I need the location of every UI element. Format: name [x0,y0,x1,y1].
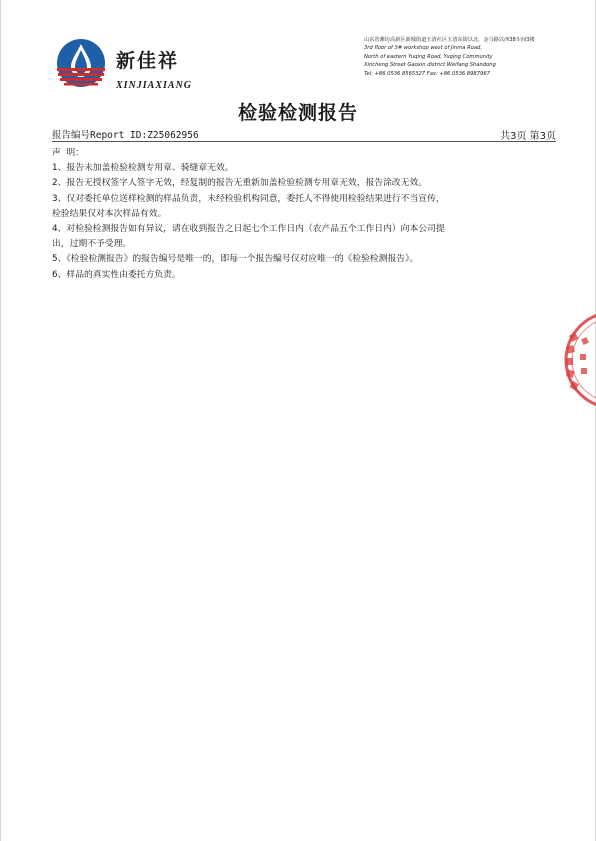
address-en-line: 3rd floor of 3# workshop west of Jinma Road, [364,45,482,52]
statement-section [52,146,562,283]
statement-item: 6、样品的真实性由委托方负责。 [52,269,181,280]
company-address [364,36,564,78]
statement-item: 5、《检验检测报告》的报告编号是唯一的，即每一个报告编号仅对应唯一的《检验检测报告》。 [52,254,419,265]
address-en-line: North of eastern Yuqing Road, Yuqing Community [364,53,493,60]
seal-stamp-icon [562,308,596,412]
report-number: 报告编号Report ID:Z25062956 [52,130,199,141]
brand-name-cn: 新佳祥 [116,50,180,72]
document-title: 检验检测报告 [237,102,358,124]
company-logo-icon [56,38,106,88]
address-en-line: Xincheng Street Gaoxin district Weifang Shandong [364,62,496,69]
address-cn: 山东省潍坊高新区新城街道玉清社区玉清东街以北，金马路以西38车间3楼 [364,37,535,43]
contact-line: Tel: +86 0536 8565327 Fax: +86 0536 8987967 [364,70,490,77]
report-info-bar [52,127,556,142]
statement-item: 3、仅对委托单位送样检测的样品负责，未经检验机构同意，委托人不得使用检验结果进行不当宣传， [52,193,445,204]
page-count: 共3页 第3页 [500,131,556,142]
statement-heading: 声 明： [52,148,84,158]
brand-name-en: XINJIAXIANG [116,80,193,91]
statement-item: 1、报告未加盖检验检测专用章、骑缝章无效。 [52,163,234,174]
statement-item: 出，过期不予受理。 [52,239,132,250]
statement-item: 4、对检验检测报告如有异议，请在收到报告之日起七个工作日内（农产品五个工作日内）向本公司提 [52,224,445,235]
statement-item: 2、报告无授权签字人签字无效，经复制的报告无重新加盖检验检测专用章无效，报告涂改无效。 [52,178,428,189]
statement-item: 检验结果仅对本次样品有效。 [52,208,167,219]
